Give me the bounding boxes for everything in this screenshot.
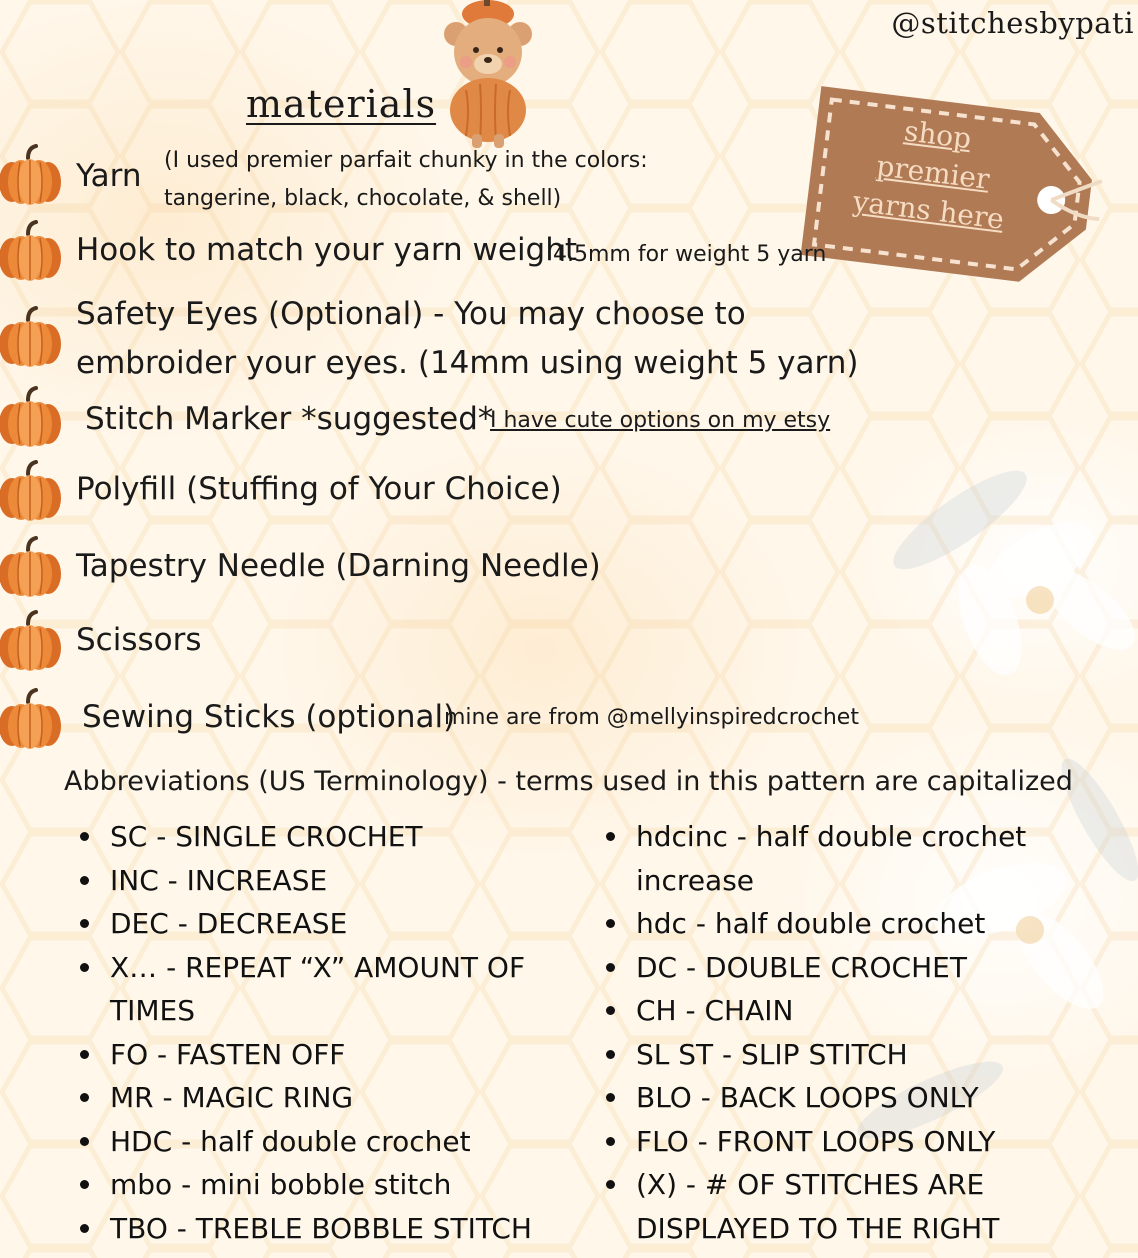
abbreviations-right-list xyxy=(590,815,1030,1250)
material-yarn: Yarn xyxy=(76,158,142,194)
list-item: hdcinc - half double crochet increase xyxy=(590,815,1030,902)
material-sewing-sticks-note: mine are from @mellyinspiredcrochet xyxy=(444,705,859,730)
pumpkin-icon xyxy=(0,536,62,600)
pumpkin-icon xyxy=(0,306,62,370)
list-item: SL ST - SLIP STITCH xyxy=(590,1033,1030,1077)
tag-line-3[interactable]: yarns here xyxy=(851,184,1006,236)
list-item: TBO - TREBLE BOBBLE STITCH xyxy=(64,1207,584,1251)
list-item: CH - CHAIN xyxy=(590,989,1030,1033)
list-item: MR - MAGIC RING xyxy=(64,1076,584,1120)
pumpkin-icon xyxy=(0,688,62,752)
tag-line-2[interactable]: premier xyxy=(874,149,992,196)
pumpkin-icon xyxy=(0,610,62,674)
list-item: DC - DOUBLE CROCHET xyxy=(590,946,1030,990)
material-tapestry-needle: Tapestry Needle (Darning Needle) xyxy=(76,548,601,584)
abbreviations-left-list xyxy=(64,815,584,1250)
material-yarn-note-2: tangerine, black, chocolate, & shell) xyxy=(164,186,562,211)
list-item: DEC - DECREASE xyxy=(64,902,584,946)
list-item: HDC - half double crochet xyxy=(64,1120,584,1164)
pumpkin-icon xyxy=(0,220,62,284)
list-item: X… - REPEAT “X” AMOUNT OF TIMES xyxy=(64,946,584,1033)
material-sewing-sticks: Sewing Sticks (optional) xyxy=(82,699,456,735)
shop-tag-text[interactable] xyxy=(832,105,1034,241)
list-item: mbo - mini bobble stitch xyxy=(64,1163,584,1207)
pumpkin-icon xyxy=(0,460,62,524)
pumpkin-icon xyxy=(0,386,62,450)
list-item: hdc - half double crochet xyxy=(590,902,1030,946)
material-polyfill: Polyfill (Stuffing of Your Choice) xyxy=(76,471,562,507)
material-hook: Hook to match your yarn weight xyxy=(76,232,578,268)
list-item: FO - FASTEN OFF xyxy=(64,1033,584,1077)
list-item: (X) - # OF STITCHES ARE DISPLAYED TO THE RIGHT xyxy=(590,1163,1030,1250)
page-title: materials xyxy=(246,82,437,126)
instagram-handle: @stitchesbypati xyxy=(891,6,1134,40)
list-item: BLO - BACK LOOPS ONLY xyxy=(590,1076,1030,1120)
pumpkin-icon xyxy=(0,144,62,208)
material-stitch-marker: Stitch Marker *suggested* xyxy=(85,401,494,437)
material-safety-eyes-2: embroider your eyes. (14mm using weight 5 yarn) xyxy=(76,345,859,381)
material-scissors: Scissors xyxy=(76,622,202,658)
material-hook-note: 4.5mm for weight 5 yarn xyxy=(553,242,827,267)
etsy-link[interactable]: I have cute options on my etsy xyxy=(490,408,831,433)
tag-line-1[interactable]: shop xyxy=(902,114,974,156)
material-yarn-note-1: (I used premier parfait chunky in the colors: xyxy=(164,148,648,173)
list-item: FLO - FRONT LOOPS ONLY xyxy=(590,1120,1030,1164)
list-item: SC - SINGLE CROCHET xyxy=(64,815,584,859)
bear-illustration xyxy=(436,0,540,150)
abbreviations-heading: Abbreviations (US Terminology) - terms used in this pattern are capitalized xyxy=(64,766,1073,797)
list-item: INC - INCREASE xyxy=(64,859,584,903)
material-safety-eyes-1: Safety Eyes (Optional) - You may choose to xyxy=(76,296,746,332)
